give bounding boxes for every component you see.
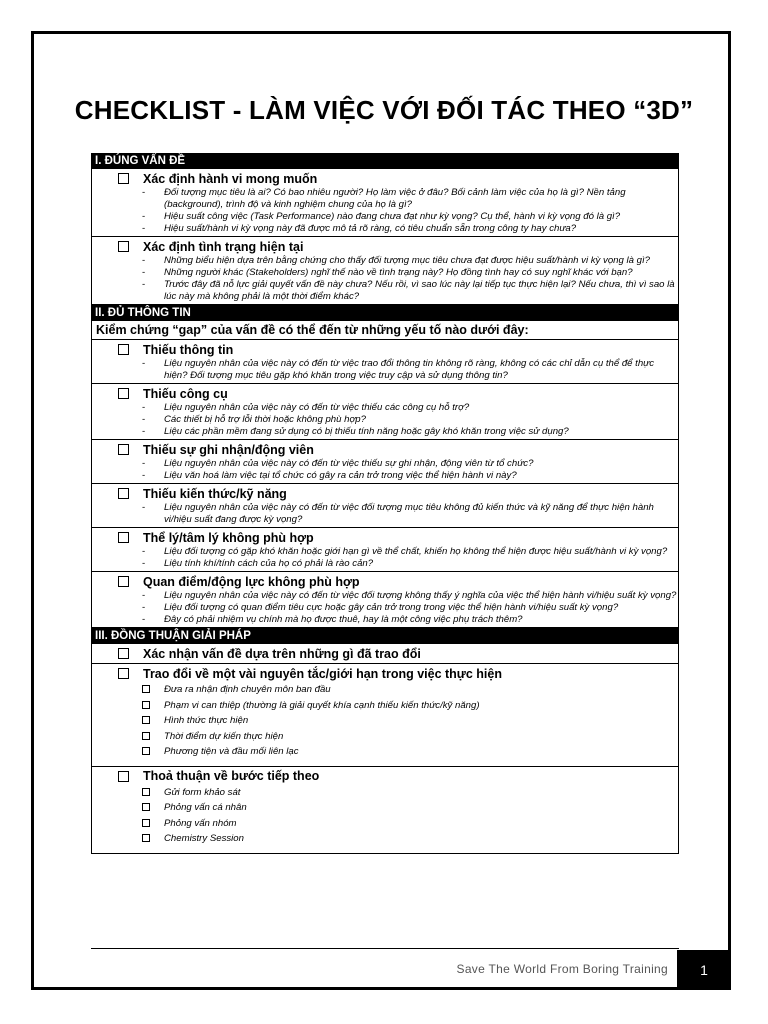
checklist-item-label: Thiếu sự ghi nhận/động viên [143,442,314,457]
checklist-item-label: Thiếu công cụ [143,386,228,401]
sub-checklist-item [142,785,678,801]
checklist-item [92,340,678,383]
checklist-item-label: Thiếu kiến thức/kỹ năng [143,486,287,501]
checkbox[interactable] [118,668,129,679]
sub-checklist-item [142,816,678,832]
bullet-list [92,255,678,303]
checklist-item [92,383,678,439]
checkbox[interactable] [142,819,150,827]
checkbox[interactable] [118,344,129,355]
checklist-item-label: Thể lý/tâm lý không phù hợp [143,530,314,545]
sub-checklist-label: Gửi form khảo sát [164,786,241,798]
bullet-list [92,358,678,382]
checkbox[interactable] [118,532,129,543]
checkbox[interactable] [142,701,150,709]
sub-checklist-label: Hình thức thực hiện [164,715,249,726]
sub-checklist-item [142,698,678,714]
sub-checklist-label: Phỏng vấn nhóm [164,817,237,829]
sub-checklist-item [142,729,678,745]
checklist-item [92,169,678,236]
checkbox[interactable] [118,771,129,782]
checkbox[interactable] [142,788,150,796]
checklist-item-header [92,385,678,402]
checkbox[interactable] [118,488,129,499]
checkbox[interactable] [142,685,150,693]
checkbox[interactable] [142,732,150,740]
checklist-item [92,236,678,304]
checklist-item-label: Xác định tình trạng hiện tại [143,239,304,254]
bullet-list [92,458,678,482]
bullet-item: - Liệu văn hoá làm việc tại tổ chức có gây ra cản trở trong việc thể hiện hành vi này? [142,470,678,482]
checklist-item-header [92,768,678,785]
sub-checklist [92,682,678,760]
sub-checklist-label: Chemistry Session [164,833,244,844]
bullet-item: - Những biểu hiện dựa trên bằng chứng cho thấy đối tượng mục tiêu chưa đạt được hiệu suất/hành vi kỳ vọng là gì? [142,255,678,267]
sub-checklist-item [142,682,678,698]
checklist-item [92,439,678,483]
checkbox[interactable] [118,173,129,184]
checklist-item-label: Trao đổi về một vài nguyên tắc/giới hạn trong việc thực hiện [143,666,502,681]
checkbox[interactable] [142,803,150,811]
sub-checklist [92,785,678,847]
bullet-item: - Những người khác (Stakeholders) nghĩ thế nào về tình trạng này? Họ đồng tình hay có suy nghĩ khác với bạn? [142,267,678,279]
bullet-item: - Liệu đối tượng có gặp khó khăn hoặc giới hạn gì về thể chất, khiến họ không thể hiện được hiệu suất/hành vi kỳ vọng? [142,546,678,558]
checkbox[interactable] [118,576,129,587]
checkbox[interactable] [142,834,150,842]
bullet-item: - Liệu tính khí/tính cách của họ có phải là rào cản? [142,558,678,570]
bullet-item: - Hiệu suất/hành vi kỳ vọng này đã được mô tả rõ ràng, có tiêu chuẩn sẵn trong công ty hay chưa? [142,223,678,235]
checklist-item-label: Xác định hành vi mong muốn [143,171,318,186]
sub-checklist-item [142,744,678,760]
bullet-item: - Liệu các phần mềm đang sử dụng có bị thiếu tính năng hoặc gây khó khăn trong việc sử dụng? [142,426,678,438]
checklist-item-header [92,170,678,187]
bullet-list [92,502,678,526]
section-box [91,340,679,628]
checkbox[interactable] [118,648,129,659]
section-heading: I. ĐÚNG VẤN ĐỀ [91,153,679,169]
checklist-item [92,527,678,571]
checkbox[interactable] [142,716,150,724]
checklist-item [92,766,678,853]
checklist-item-header [92,573,678,590]
checklist-item-label: Xác nhận vấn đề dựa trên những gì đã trao đổi [143,646,421,661]
checkbox[interactable] [118,444,129,455]
sub-checklist-item [142,713,678,729]
section-box [91,644,679,854]
checklist-item-header [92,485,678,502]
checklist-item [92,483,678,527]
footer-divider [91,948,679,949]
section-heading: III. ĐỒNG THUẬN GIẢI PHÁP [91,628,679,644]
checklist-item-header [92,645,678,662]
bullet-item: - Liệu nguyên nhân của việc này có đến từ việc đối tượng không thấy ý nghĩa của việc thể hiện hành vi/hiệu suất kỳ vọng? [142,590,678,602]
sub-checklist-label: Đưa ra nhận định chuyên môn ban đầu [164,684,331,695]
sub-checklist-item [142,831,678,847]
bullet-item: - Hiệu suất công việc (Task Performance) nào đang chưa đạt như kỳ vọng? Cụ thể, hành vi kỳ vọng đó là gì? [142,211,678,223]
bullet-list [92,187,678,235]
bullet-item: - Trước đây đã nỗ lực giải quyết vấn đề này chưa? Nếu rồi, vì sao lúc này lại tiếp tục thực hiện lại? Nếu chưa, thì vì sao là lúc này mà không phải là một thời điểm khác? [142,279,678,303]
bullet-item: - Liệu nguyên nhân của việc này có đến từ việc trao đổi thông tin không rõ ràng, không có các chỉ dẫn cụ thể để thực hiện? Đối tượng mục tiêu gặp khó khăn trong việc truy cập và sử dụng thông tin? [142,358,678,382]
bullet-item: - Liệu nguyên nhân của việc này có đến từ việc thiếu sự ghi nhận, động viên từ tổ chức? [142,458,678,470]
bullet-list [92,402,678,438]
section-heading: II. ĐỦ THÔNG TIN [91,305,679,321]
checklist-item-header [92,665,678,682]
bullet-item: - Đây có phải nhiệm vụ chính mà họ được thuê, hay là một công việc phụ trách thêm? [142,614,678,626]
checkbox[interactable] [118,388,129,399]
checklist-item-label: Thoả thuận về bước tiếp theo [143,769,320,783]
checklist-item-header [92,341,678,358]
checklist-item [92,644,678,663]
checkbox[interactable] [118,241,129,252]
section-box [91,169,679,305]
bullet-item: - Liệu đối tượng có quan điểm tiêu cực hoặc gây cản trở trong trong việc thể hiện hành vi/hiệu suất kỳ vọng? [142,602,678,614]
bullet-list [92,590,678,626]
footer-text: Save The World From Boring Training [456,962,668,976]
bullet-list [92,546,678,570]
bullet-item: - Liệu nguyên nhân của việc này có đến từ việc đối tượng mục tiêu không đủ kiến thức và kỹ năng để thực hiện hành vi/hiệu suất đang được kỳ vọng? [142,502,678,526]
bullet-item: - Đối tượng mục tiêu là ai? Có bao nhiêu người? Họ làm việc ở đâu? Bối cảnh làm việc của họ là gì? Nền tảng (background), trình độ và kinh nghiệm chung của họ là gì? [142,187,678,211]
checklist-item-label: Quan điểm/động lực không phù hợp [143,574,360,589]
section-intro: Kiểm chứng “gap” của vấn đề có thể đến từ những yếu tố nào dưới đây: [91,321,679,340]
page-number: 1 [677,950,731,990]
checklist-item-header [92,529,678,546]
checkbox[interactable] [142,747,150,755]
page-title: CHECKLIST - LÀM VIỆC VỚI ĐỐI TÁC THEO “3D” [74,95,694,125]
bullet-item: - Các thiết bị hỗ trợ lỗi thời hoặc không phù hợp? [142,414,678,426]
sub-checklist-label: Phương tiện và đầu mối liên lạc [164,746,299,757]
checklist-item [92,663,678,766]
sub-checklist-label: Phỏng vấn cá nhân [164,802,247,813]
checklist-item-label: Thiếu thông tin [143,342,234,357]
checklist-item-header [92,441,678,458]
sub-checklist-label: Thời điểm dự kiến thực hiện [164,730,284,742]
bullet-item: - Liệu nguyên nhân của việc này có đến từ việc thiếu các công cụ hỗ trợ? [142,402,678,414]
checklist-item [92,571,678,627]
checklist-item-header [92,238,678,255]
sub-checklist-label: Phạm vi can thiệp (thường là giải quyết khía cạnh thiếu kiến thức/kỹ năng) [164,699,480,711]
checklist-content [91,153,679,854]
sub-checklist-item [142,800,678,816]
